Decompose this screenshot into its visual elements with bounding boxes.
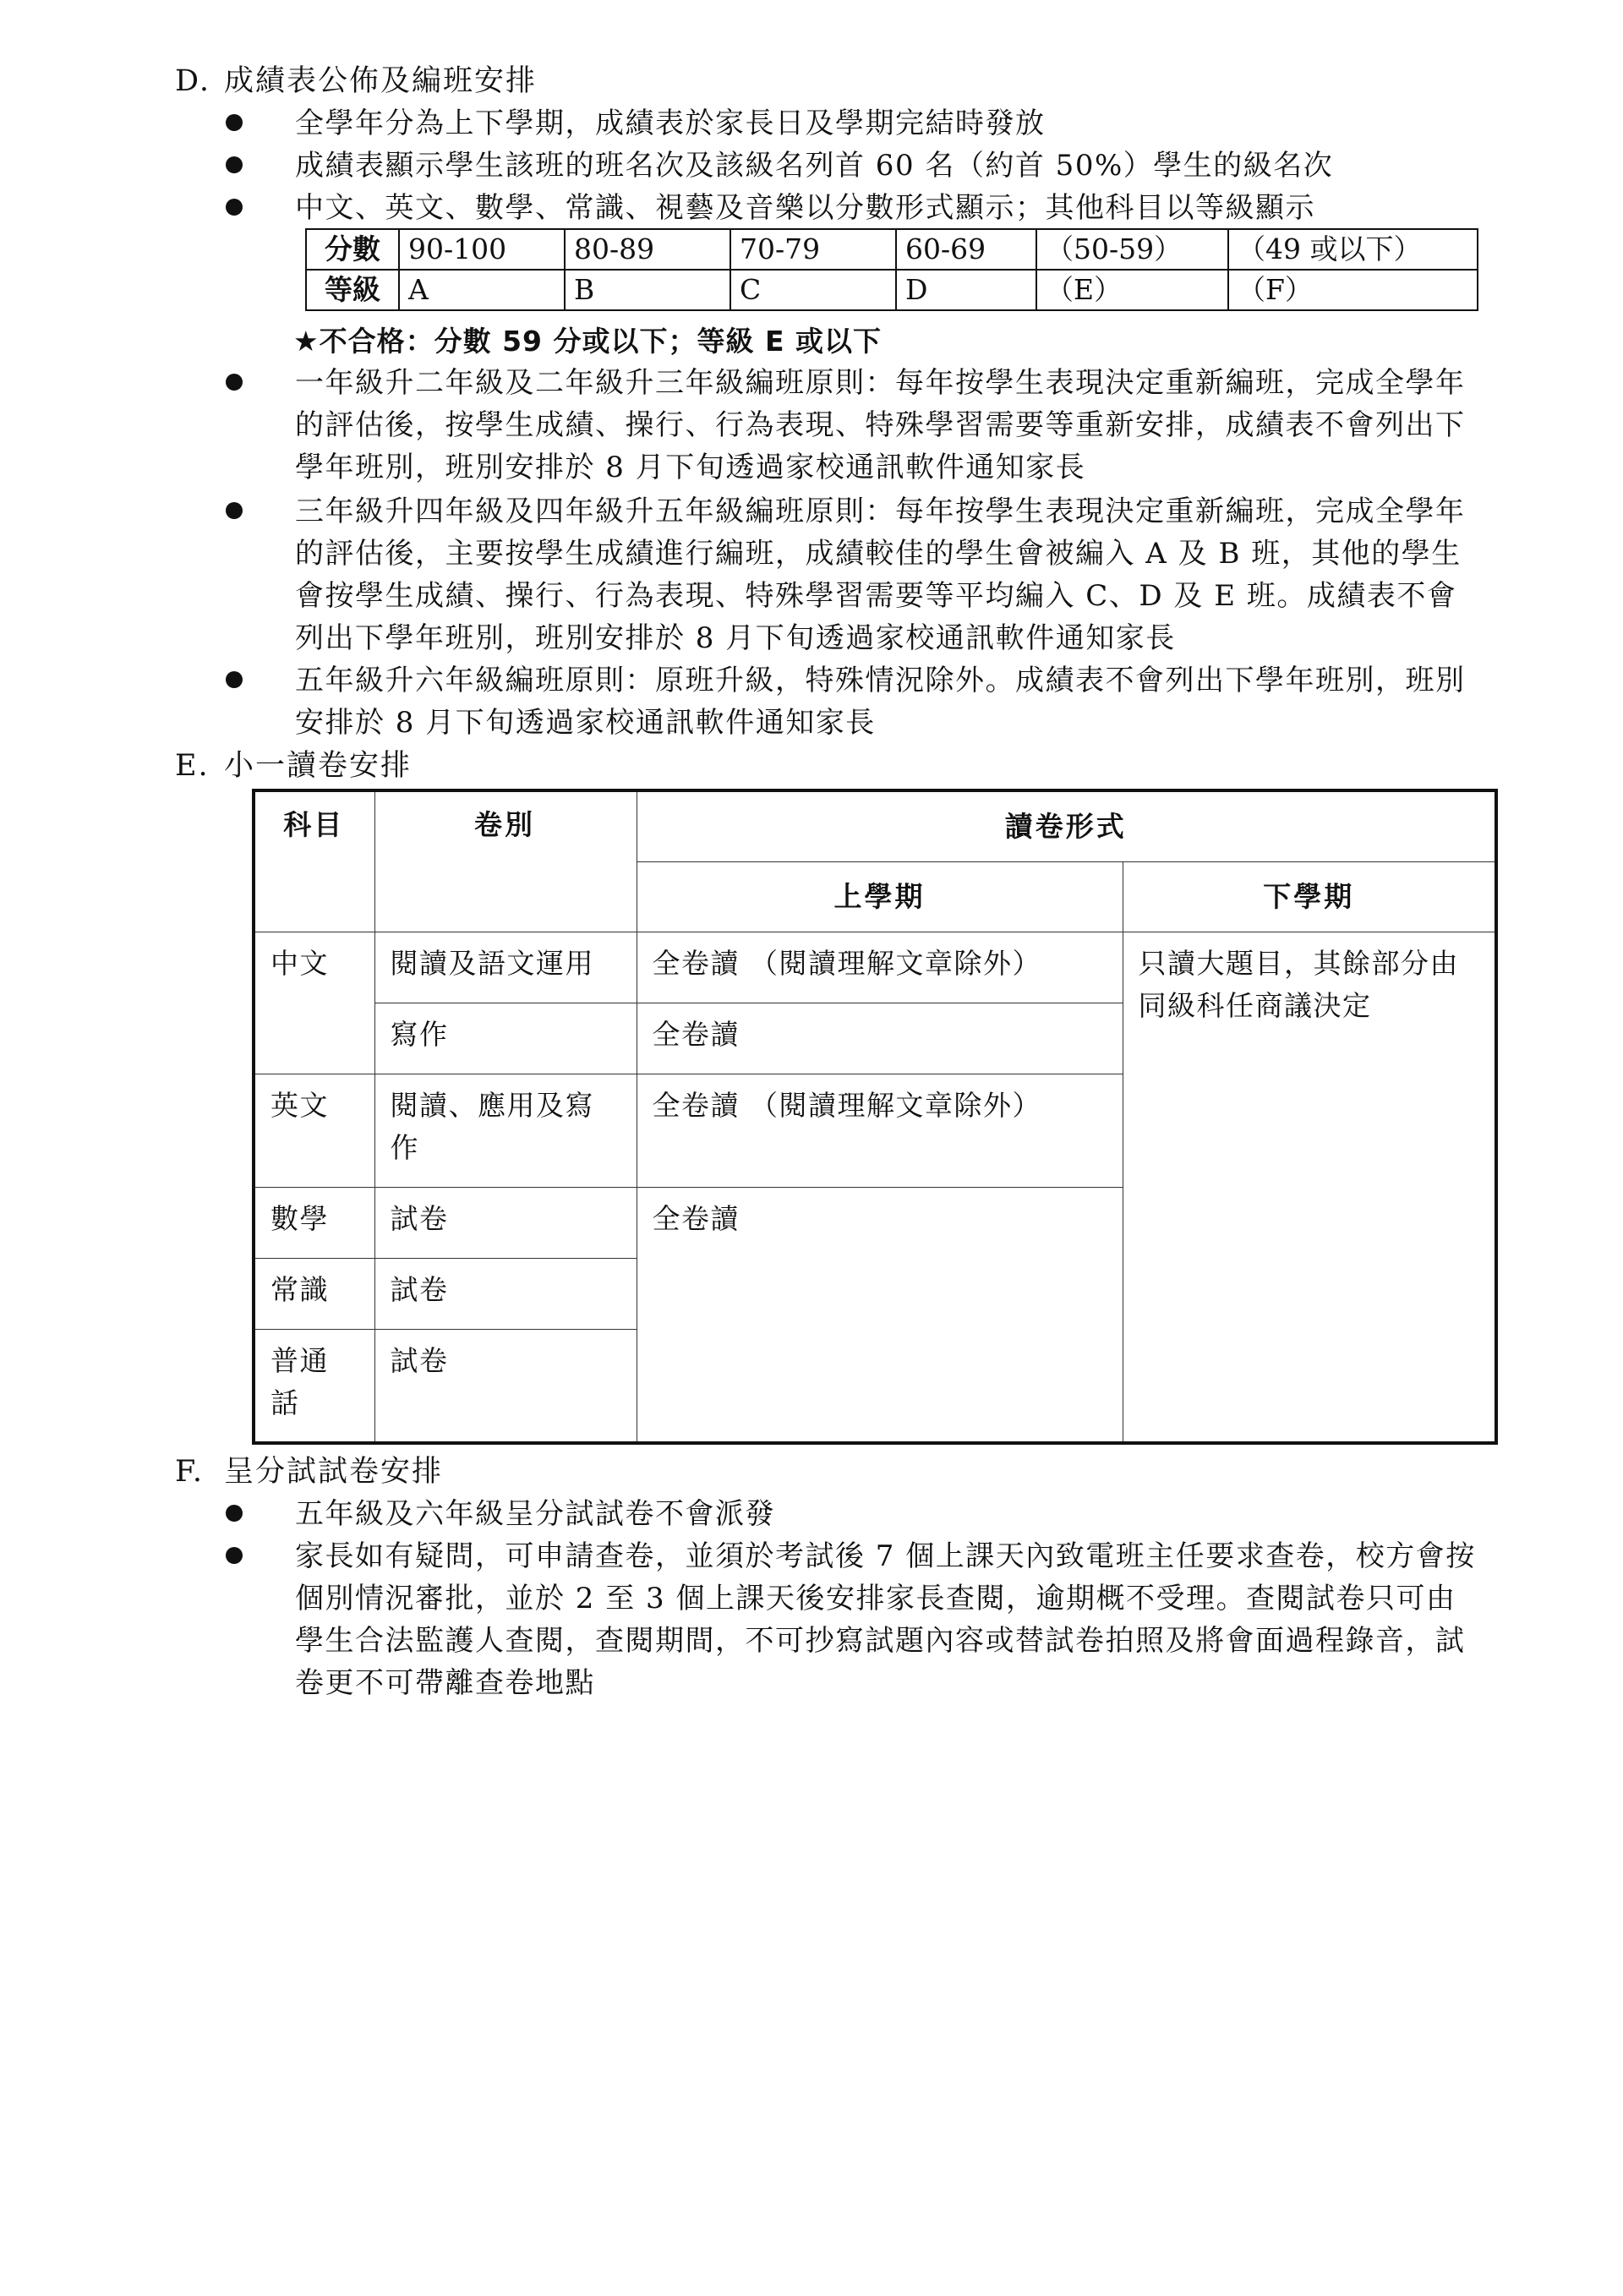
bullet-icon (226, 1547, 243, 1564)
list-item (222, 1493, 1482, 1535)
section-d-heading (175, 59, 537, 103)
table-cell: C (730, 270, 896, 310)
table-cell: 60-69 (896, 229, 1036, 270)
list-item (222, 490, 1482, 659)
paper-cell: 寫作 (374, 1003, 637, 1074)
score-label: 分數 (306, 229, 399, 270)
bullet-text: 成績表顯示學生該班的班名次及該級名列首 60 名（約首 50%）學生的級名次 (295, 149, 1334, 183)
section-f-letter: F. (175, 1455, 204, 1489)
list-item (222, 145, 1482, 187)
bullet-icon (226, 1505, 243, 1522)
bullet-icon (226, 199, 243, 216)
subject-cell: 常識 (254, 1258, 374, 1329)
subject-cell: 英文 (254, 1074, 374, 1187)
section-f-heading (175, 1450, 443, 1494)
bullet-text: 三年級升四年級及四年級升五年級編班原則：每年按學生表現決定重新編班，完成全學年的評估後，主要按學生成績進行編班，成績較佳的學生會被編入 A 及 B 班，其他的學生會按學生成績、操行、行為表現、特殊學習需要等平均編入 C、D 及 E 班。成績表不會列出下學年班別，班別安排於 8 月下旬透過家校通訊軟件通知家長 (295, 495, 1466, 655)
subject-cell: 中文 (254, 932, 374, 1074)
bullet-text: 一年級升二年級及二年級升三年級編班原則：每年按學生表現決定重新編班，完成全學年的評估後，按學生成績、操行、行為表現、特殊學習需要等重新安排，成績表不會列出下學年班別，班別安排於 8 月下旬透過家校通訊軟件通知家長 (295, 366, 1466, 484)
col-term1-header: 上學期 (637, 861, 1123, 932)
bullet-icon (226, 114, 243, 131)
term2-cell: 只讀大題目，其餘部分由同級科任商議決定 (1123, 932, 1496, 1443)
col-term2-header: 下學期 (1123, 861, 1496, 932)
bullet-icon (226, 671, 243, 688)
fail-note: ★不合格：分數 59 分或以下；等級 E 或以下 (293, 325, 883, 358)
table-cell: （49 或以下） (1228, 229, 1478, 270)
list-item (222, 362, 1482, 489)
bullet-icon (226, 374, 243, 391)
section-f-title: 呈分試試卷安排 (224, 1455, 444, 1489)
subject-cell: 數學 (254, 1187, 374, 1258)
table-row (306, 229, 1478, 270)
table-row (254, 932, 1496, 1003)
table-cell: A (399, 270, 565, 310)
bullet-text: 五年級及六年級呈分試試卷不會派發 (295, 1497, 775, 1531)
table-cell: B (565, 270, 730, 310)
table-row (254, 790, 1496, 861)
col-format-header: 讀卷形式 (637, 790, 1496, 861)
section-e-title: 小一讀卷安排 (224, 749, 413, 783)
bullet-text: 五年級升六年級編班原則：原班升級，特殊情況除外。成績表不會列出下學年班別，班別安排於 8 月下旬透過家校通訊軟件通知家長 (295, 664, 1466, 740)
table-cell: （E） (1036, 270, 1228, 310)
term1-cell: 全卷讀 (637, 1187, 1123, 1443)
col-subject-header: 科目 (254, 790, 374, 932)
table-cell: （F） (1228, 270, 1478, 310)
section-d-title: 成績表公佈及編班安排 (224, 64, 538, 98)
reading-table (252, 789, 1498, 1445)
list-item (222, 187, 1482, 229)
term1-cell: 全卷讀 （閱讀理解文章除外） (637, 932, 1123, 1003)
bullet-icon (226, 502, 243, 519)
paper-cell: 試卷 (374, 1258, 637, 1329)
table-cell: 70-79 (730, 229, 896, 270)
bullet-text: 中文、英文、數學、常識、視藝及音樂以分數形式顯示；其他科目以等級顯示 (295, 191, 1315, 225)
table-row (306, 270, 1478, 310)
list-item (222, 1535, 1482, 1704)
paper-cell: 閱讀及語文運用 (374, 932, 637, 1003)
list-item (222, 659, 1482, 744)
bullet-text: 全學年分為上下學期，成績表於家長日及學期完結時發放 (295, 107, 1046, 140)
table-cell: （50-59） (1036, 229, 1228, 270)
grade-label: 等級 (306, 270, 399, 310)
paper-cell: 試卷 (374, 1187, 637, 1258)
subject-cell: 普通話 (254, 1329, 374, 1443)
bullet-icon (226, 156, 243, 173)
paper-cell: 閱讀、應用及寫作 (374, 1074, 637, 1187)
section-e-heading (175, 744, 412, 788)
table-cell: 80-89 (565, 229, 730, 270)
grade-table (305, 228, 1478, 311)
paper-cell: 試卷 (374, 1329, 637, 1443)
bullet-text: 家長如有疑問，可申請查卷，並須於考試後 7 個上課天內致電班主任要求查卷，校方會按個別情況審批，並於 2 至 3 個上課天後安排家長查閱，逾期概不受理。查閱試卷只可由學生合法監護人查閱，查閱期間，不可抄寫試題內容或替試卷拍照及將會面過程錄音，試卷更不可帶離查卷地點 (295, 1539, 1476, 1700)
section-d-letter: D. (175, 64, 210, 98)
table-cell: 90-100 (399, 229, 565, 270)
col-paper-header: 卷別 (374, 790, 637, 932)
section-e-letter: E. (175, 749, 210, 783)
term1-cell: 全卷讀 （閱讀理解文章除外） (637, 1074, 1123, 1187)
table-cell: D (896, 270, 1036, 310)
list-item (222, 102, 1482, 145)
term1-cell: 全卷讀 (637, 1003, 1123, 1074)
